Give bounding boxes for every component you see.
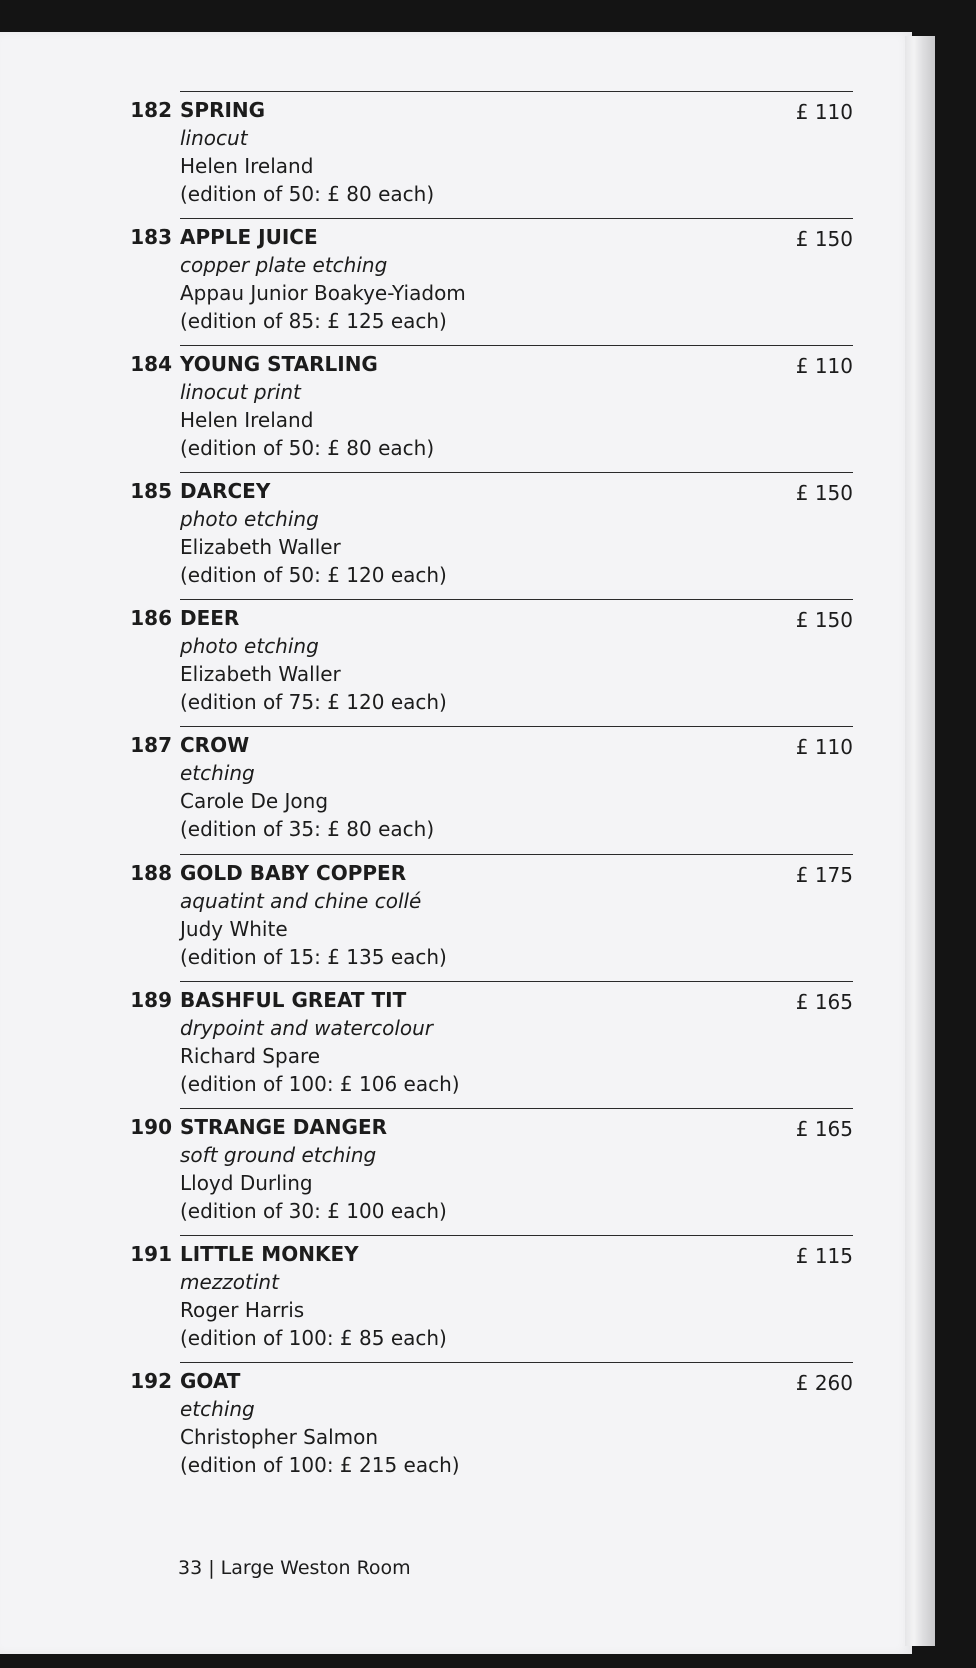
catalogue-entry [120,599,855,727]
entry-price: £ 165 [795,1117,853,1141]
catalogue-entry [120,218,855,346]
entry-technique: etching [180,761,255,785]
entry-artist: Lloyd Durling [180,1171,313,1195]
entry-price: £ 165 [795,990,853,1014]
entry-technique: etching [180,1397,255,1421]
entry-artist: Judy White [180,917,288,941]
entry-number: 191 [130,1242,172,1266]
entry-number: 185 [130,479,172,503]
entry-title: APPLE JUICE [180,225,318,249]
page-edge [905,36,935,1646]
catalogue-entry [120,1108,855,1236]
catalogue-entry [120,472,855,600]
catalogue-entry [120,1362,855,1490]
entry-technique: copper plate etching [180,253,388,277]
entry-artist: Richard Spare [180,1044,321,1068]
catalogue-entry [120,854,855,982]
divider-rule [180,345,853,346]
catalogue-entry [120,91,855,219]
divider-rule [180,981,853,982]
entry-edition: (edition of 30: £ 100 each) [180,1199,447,1223]
entry-number: 183 [130,225,172,249]
divider-rule [180,1362,853,1363]
entry-edition: (edition of 75: £ 120 each) [180,690,447,714]
entry-edition: (edition of 50: £ 80 each) [180,182,435,206]
entry-technique: soft ground etching [180,1143,377,1167]
entry-edition: (edition of 35: £ 80 each) [180,817,435,841]
entry-title: GOAT [180,1369,241,1393]
entry-title: STRANGE DANGER [180,1115,388,1139]
entry-price: £ 260 [795,1371,853,1395]
entry-number: 188 [130,861,172,885]
entry-artist: Roger Harris [180,1298,305,1322]
entry-title: CROW [180,733,250,757]
entry-price: £ 150 [795,481,853,505]
entry-title: LITTLE MONKEY [180,1242,359,1266]
entry-technique: mezzotint [180,1270,279,1294]
divider-rule [180,1108,853,1109]
entry-title: YOUNG STARLING [180,352,378,376]
page-footer: 33 | Large Weston Room [178,1557,411,1579]
entry-artist: Helen Ireland [180,408,314,432]
entry-price: £ 150 [795,608,853,632]
entry-technique: photo etching [180,634,319,658]
entry-price: £ 150 [795,227,853,251]
entry-title: DEER [180,606,240,630]
entry-price: £ 110 [795,735,853,759]
entry-artist: Carole De Jong [180,789,329,813]
entry-artist: Appau Junior Boakye-Yiadom [180,281,466,305]
entry-edition: (edition of 50: £ 120 each) [180,563,447,587]
entry-number: 192 [130,1369,172,1393]
entry-price: £ 110 [795,100,853,124]
divider-rule [180,854,853,855]
entry-technique: photo etching [180,507,319,531]
entry-title: BASHFUL GREAT TIT [180,988,407,1012]
entry-number: 182 [130,98,172,122]
entry-edition: (edition of 15: £ 135 each) [180,945,447,969]
catalogue-entry [120,981,855,1109]
entry-technique: aquatint and chine collé [180,889,422,913]
entry-number: 190 [130,1115,172,1139]
divider-rule [180,599,853,600]
entry-technique: linocut print [180,380,301,404]
entry-price: £ 110 [795,354,853,378]
entry-number: 184 [130,352,172,376]
entry-artist: Christopher Salmon [180,1425,379,1449]
entry-title: GOLD BABY COPPER [180,861,407,885]
divider-rule [180,218,853,219]
divider-rule [180,472,853,473]
entry-technique: linocut [180,126,248,150]
catalogue-entry [120,1235,855,1363]
divider-rule [180,1235,853,1236]
divider-rule [180,726,853,727]
catalogue-entry [120,345,855,473]
entry-artist: Elizabeth Waller [180,662,341,686]
entry-edition: (edition of 50: £ 80 each) [180,436,435,460]
entry-number: 186 [130,606,172,630]
entry-edition: (edition of 100: £ 106 each) [180,1072,460,1096]
entry-artist: Helen Ireland [180,154,314,178]
entry-artist: Elizabeth Waller [180,535,341,559]
entry-technique: drypoint and watercolour [180,1016,434,1040]
entry-price: £ 115 [795,1244,853,1268]
entry-number: 187 [130,733,172,757]
entry-title: DARCEY [180,479,271,503]
entry-edition: (edition of 100: £ 215 each) [180,1453,460,1477]
entry-price: £ 175 [795,863,853,887]
entry-edition: (edition of 85: £ 125 each) [180,309,447,333]
entry-edition: (edition of 100: £ 85 each) [180,1326,447,1350]
catalogue-entry [120,726,855,854]
entry-number: 189 [130,988,172,1012]
entry-title: SPRING [180,98,266,122]
divider-rule [180,91,853,92]
